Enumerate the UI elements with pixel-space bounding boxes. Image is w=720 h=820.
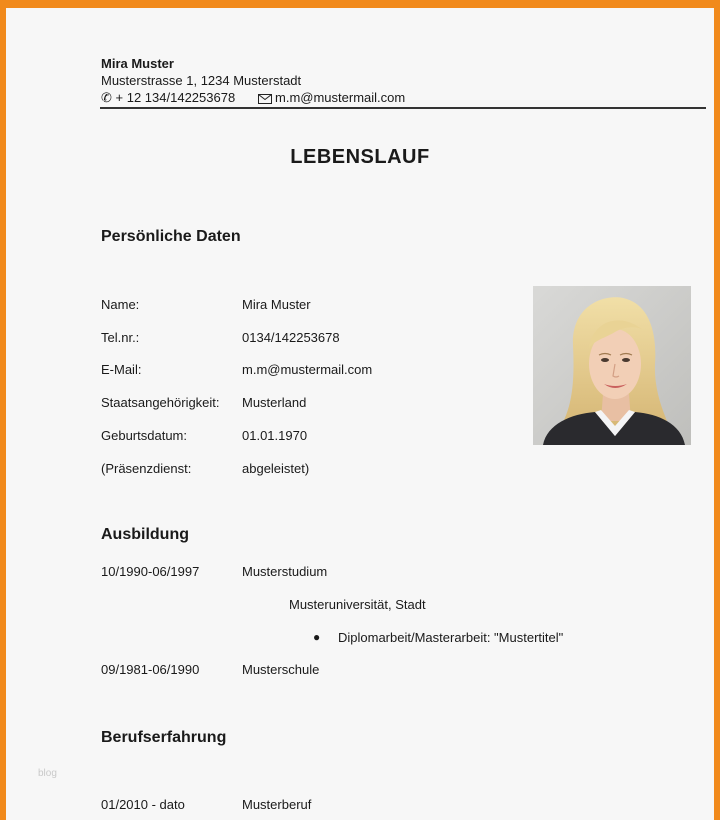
watermark: blog bbox=[38, 768, 57, 779]
field-label: Staatsangehörigkeit: bbox=[101, 395, 220, 410]
section-heading-experience: Berufserfahrung bbox=[101, 729, 227, 746]
field-label: E-Mail: bbox=[101, 362, 142, 377]
field-value: 0134/142253678 bbox=[242, 330, 340, 345]
field-label: Name: bbox=[101, 297, 140, 312]
education-period: 09/1981-06/1990 bbox=[101, 662, 200, 677]
education-title: Musterschule bbox=[242, 662, 320, 677]
page-title: LEBENSLAUF bbox=[290, 146, 430, 168]
header-email-address: m.m@mustermail.com bbox=[275, 90, 406, 105]
envelope-icon bbox=[258, 94, 272, 104]
cv-page bbox=[6, 8, 714, 820]
bullet-point: ● bbox=[313, 630, 321, 644]
header-address: Musterstrasse 1, 1234 Musterstadt bbox=[101, 73, 302, 88]
phone-icon: ✆ bbox=[101, 90, 112, 105]
header-divider bbox=[100, 107, 706, 109]
field-value: abgeleistet) bbox=[242, 461, 310, 476]
education-institution: Musteruniversität, Stadt bbox=[289, 597, 426, 612]
education-title: Musterstudium bbox=[242, 564, 328, 579]
field-label: Geburtsdatum: bbox=[101, 428, 187, 443]
experience-title: Musterberuf bbox=[242, 797, 312, 812]
section-heading-personal: Persönliche Daten bbox=[101, 228, 241, 245]
header-name: Mira Muster bbox=[101, 56, 174, 71]
header-email bbox=[258, 90, 405, 105]
education-period: 10/1990-06/1997 bbox=[101, 564, 200, 579]
experience-period: 01/2010 - dato bbox=[101, 797, 185, 812]
field-label: Tel.nr.: bbox=[101, 330, 140, 345]
section-heading-education: Ausbildung bbox=[101, 526, 189, 543]
header-phone-number: + 12 134/142253678 bbox=[115, 90, 236, 105]
field-value: 01.01.1970 bbox=[242, 428, 308, 443]
profile-photo bbox=[533, 286, 691, 445]
field-value: Musterland bbox=[242, 395, 307, 410]
education-thesis: Diplomarbeit/Masterarbeit: "Mustertitel" bbox=[338, 630, 564, 645]
field-value: Mira Muster bbox=[242, 297, 311, 312]
field-value: m.m@mustermail.com bbox=[242, 362, 373, 377]
header-phone bbox=[101, 90, 235, 106]
field-label: (Präsenzdienst: bbox=[101, 461, 192, 476]
